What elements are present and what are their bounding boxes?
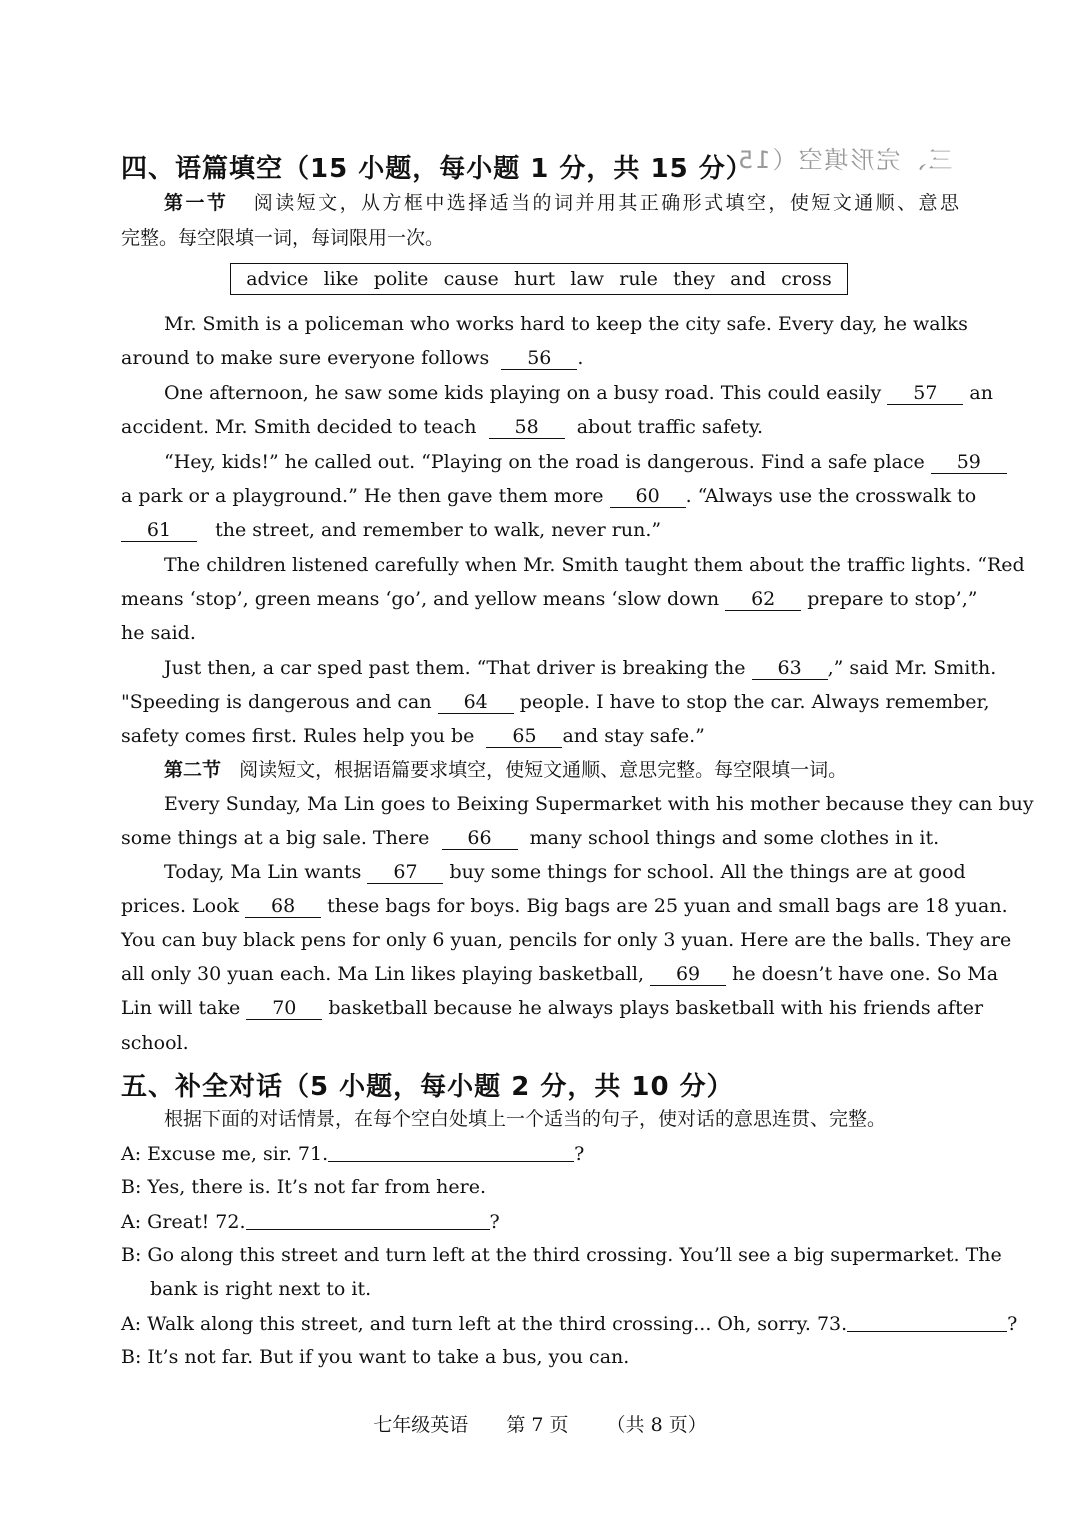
part-two-label: 第二节 xyxy=(164,759,222,781)
dialogue-line: B: It’s not far. But if you want to take a bus, you can. xyxy=(121,1346,630,1368)
footer-page-number: 第 7 页 xyxy=(506,1414,569,1436)
word-box-item: advice xyxy=(246,268,309,290)
word-box-item: cross xyxy=(781,268,832,290)
blank-64[interactable]: 64 xyxy=(438,691,514,714)
dialogue-line: B: Yes, there is. It’s not far from here. xyxy=(121,1176,487,1198)
dialogue-line: bank is right next to it. xyxy=(150,1278,372,1300)
blank-69[interactable]: 69 xyxy=(650,963,726,986)
blank-60[interactable]: 60 xyxy=(610,485,686,508)
blank-71[interactable] xyxy=(328,1141,574,1162)
part-two-instruction-line xyxy=(164,758,959,782)
word-box-item: polite xyxy=(373,268,429,290)
passage-two-line: Lin will take 70 basketball because he always plays basketball with his friends after xyxy=(121,997,984,1019)
word-box-item: and xyxy=(730,268,766,290)
section-five-title: 五、补全对话（5 小题，每小题 2 分，共 10 分） xyxy=(121,1072,734,1102)
dialogue-line: A: Walk along this street, and turn left at the third crossing... Oh, sorry. 73. ? xyxy=(121,1313,1018,1335)
bleed-through-text: 三、完形填空（15 xyxy=(736,146,953,174)
word-box-item: they xyxy=(673,268,715,290)
blank-59[interactable]: 59 xyxy=(931,451,1007,474)
blank-61[interactable]: 61 xyxy=(121,519,197,542)
passage-one-line: "Speeding is dangerous and can 64 people. I have to stop the car. Always remember, xyxy=(121,691,990,713)
part-one-instruction-line-2: 完整。每空限填一词，每词限用一次。 xyxy=(121,227,445,249)
part-one-instruction: 阅读短文，从方框中选择适当的词并用其正确形式填空，使短文通顺、意思 xyxy=(253,192,959,214)
blank-56[interactable]: 56 xyxy=(501,347,577,370)
word-box-item: like xyxy=(323,268,359,290)
passage-two-line: some things at a big sale. There 66 many school things and some clothes in it. xyxy=(121,827,940,849)
passage-two-line: You can buy black pens for only 6 yuan, pencils for only 3 yuan. Here are the balls. They are xyxy=(121,929,1012,951)
passage-one-line: a park or a playground.” He then gave them more 60 . “Always use the crosswalk to xyxy=(121,485,977,507)
word-box xyxy=(230,263,848,295)
section-five-instruction: 根据下面的对话情景，在每个空白处填上一个适当的句子，使对话的意思连贯、完整。 xyxy=(164,1108,887,1130)
footer-subject: 七年级英语 xyxy=(373,1414,469,1436)
passage-two-line: Today, Ma Lin wants 67 buy some things for school. All the things are at good xyxy=(164,861,966,883)
blank-70[interactable]: 70 xyxy=(246,997,322,1020)
part-two-instruction: 阅读短文，根据语篇要求填空，使短文通顺、意思完整。每空限填一词。 xyxy=(239,759,848,781)
passage-two-line: school. xyxy=(121,1032,189,1054)
passage-one-line: accident. Mr. Smith decided to teach 58 about traffic safety. xyxy=(121,416,764,438)
blank-65[interactable]: 65 xyxy=(486,725,562,748)
page-footer xyxy=(0,1410,1080,1437)
word-box-item: rule xyxy=(619,268,658,290)
passage-one-line: “Hey, kids!” he called out. “Playing on the road is dangerous. Find a safe place 59 xyxy=(164,450,959,474)
dialogue-line: B: Go along this street and turn left at the third crossing. You’ll see a big supermarket. The xyxy=(121,1244,1002,1266)
passage-one-line: The children listened carefully when Mr. Smith taught them about the traffic lights. “Red xyxy=(164,554,1025,576)
part-one-label: 第一节 xyxy=(164,192,229,214)
blank-73[interactable] xyxy=(847,1311,1007,1332)
blank-67[interactable]: 67 xyxy=(367,861,443,884)
passage-one-line: One afternoon, he saw some kids playing on a busy road. This could easily 57 an xyxy=(164,382,993,404)
section-four-title: 四、语篇填空（15 小题，每小题 1 分，共 15 分） xyxy=(121,154,753,184)
blank-62[interactable]: 62 xyxy=(725,588,801,611)
passage-one-line: he said. xyxy=(121,622,196,644)
passage-one-line: Mr. Smith is a policeman who works hard to keep the city safe. Every day, he walks xyxy=(164,313,968,335)
passage-one-line: around to make sure everyone follows 56 . xyxy=(121,347,584,369)
blank-66[interactable]: 66 xyxy=(442,827,518,850)
blank-57[interactable]: 57 xyxy=(887,382,963,405)
passage-one-line: means ‘stop’, green means ‘go’, and yellow means ‘slow down 62 prepare to stop’,” xyxy=(121,588,978,610)
word-box-item: hurt xyxy=(513,268,556,290)
word-box-item: law xyxy=(570,268,605,290)
passage-two-line: all only 30 yuan each. Ma Lin likes playing basketball, 69 he doesn’t have one. So Ma xyxy=(121,963,999,985)
passage-two-line: Every Sunday, Ma Lin goes to Beixing Supermarket with his mother because they can buy xyxy=(164,793,1034,815)
blank-58[interactable]: 58 xyxy=(489,416,565,439)
dialogue-line: A: Excuse me, sir. 71. ? xyxy=(121,1143,585,1165)
blank-72[interactable] xyxy=(246,1209,490,1230)
passage-one-line: Just then, a car sped past them. “That driver is breaking the 63 ,” said Mr. Smith. xyxy=(164,657,997,679)
passage-two-line: prices. Look 68 these bags for boys. Big bags are 25 yuan and small bags are 18 yuan. xyxy=(121,895,1008,917)
blank-63[interactable]: 63 xyxy=(752,657,828,680)
footer-total-pages: （共 8 页） xyxy=(606,1414,707,1436)
dialogue-line: A: Great! 72. ? xyxy=(121,1211,500,1233)
passage-one-line: 61 the street, and remember to walk, never run.” xyxy=(121,518,959,542)
part-one-instruction-line-1 xyxy=(164,191,959,215)
blank-68[interactable]: 68 xyxy=(245,895,321,918)
word-box-item: cause xyxy=(443,268,499,290)
passage-one-line: safety comes first. Rules help you be 65 and stay safe.” xyxy=(121,725,705,747)
